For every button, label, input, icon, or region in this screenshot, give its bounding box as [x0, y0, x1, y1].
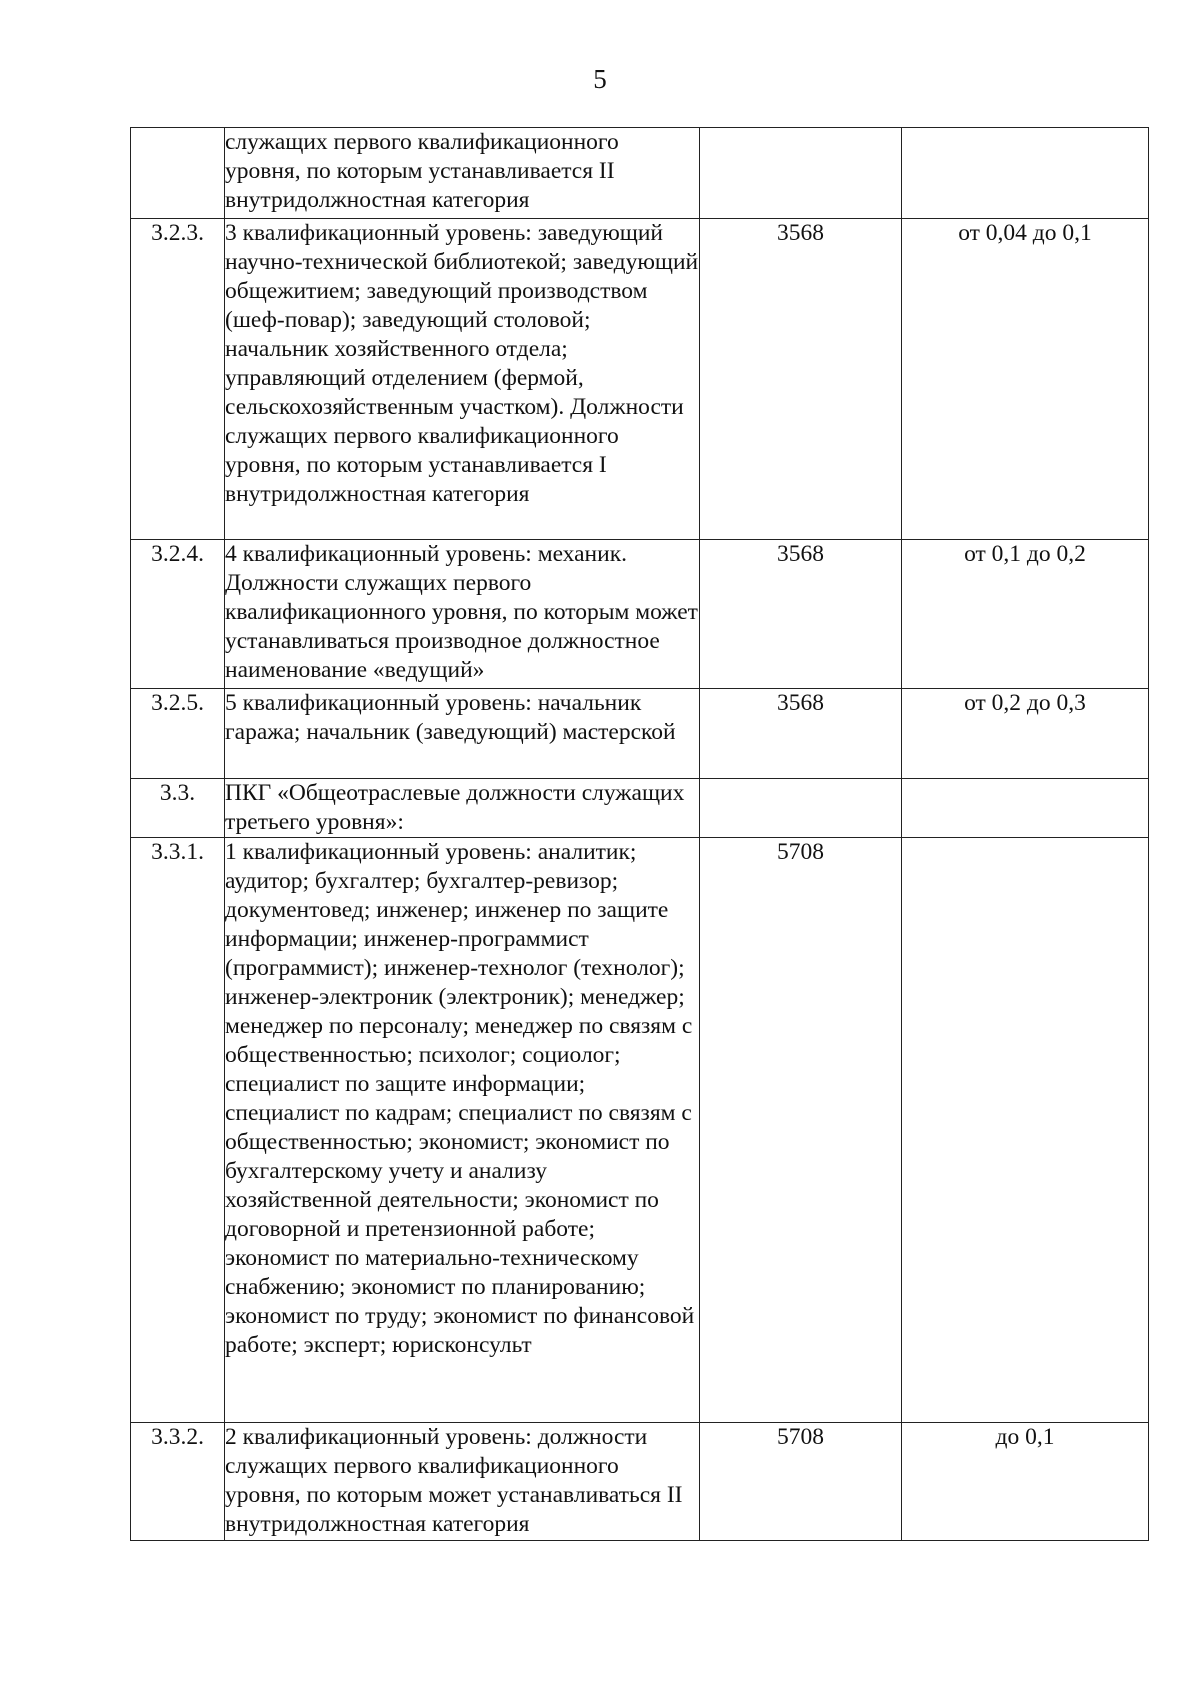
- salary-table: [130, 127, 1149, 1541]
- row-base-salary: 5708: [700, 838, 902, 1423]
- row-description: 2 квалификационный уровень: должности служащих первого квалификационного уровня, по которым может устанавливаться II внутридолжностная категория: [225, 1423, 700, 1541]
- table-row: [131, 779, 1149, 838]
- row-number: 3.3.1.: [131, 838, 225, 1423]
- row-base-salary: [700, 779, 902, 838]
- row-description: 5 квалификационный уровень: начальник гаража; начальник (заведующий) мастерской: [225, 689, 700, 779]
- row-number: 3.2.4.: [131, 540, 225, 689]
- row-base-salary: [700, 128, 902, 219]
- row-base-salary: 3568: [700, 689, 902, 779]
- row-description: ПКГ «Общеотраслевые должности служащих третьего уровня»:: [225, 779, 700, 838]
- row-coefficient: [902, 838, 1149, 1423]
- row-description: 4 квалификационный уровень: механик. Должности служащих первого квалификационного уровня, по которым может устанавливаться производное должностное наименование «ведущий»: [225, 540, 700, 689]
- row-base-salary: 3568: [700, 540, 902, 689]
- row-number: 3.3.2.: [131, 1423, 225, 1541]
- row-number: 3.2.5.: [131, 689, 225, 779]
- table-row: [131, 689, 1149, 779]
- table-row: [131, 1423, 1149, 1541]
- row-coefficient: от 0,1 до 0,2: [902, 540, 1149, 689]
- row-number: [131, 128, 225, 219]
- page-number: 5: [593, 64, 607, 94]
- row-coefficient: [902, 779, 1149, 838]
- table-row: [131, 219, 1149, 540]
- table-row: [131, 540, 1149, 689]
- row-coefficient: от 0,04 до 0,1: [902, 219, 1149, 540]
- row-coefficient: до 0,1: [902, 1423, 1149, 1541]
- row-description: 3 квалификационный уровень: заведующий научно-технической библиотекой; заведующий общежитием; заведующий производством (шеф-повар); заведующий столовой; начальник хозяйственного отдела; управляющий отделением (фермой, сельскохозяйственным участком). Должности служащих первого квалификационного уровня, по которым устанавливается I внутридолжностная категория: [225, 219, 700, 540]
- row-number: 3.2.3.: [131, 219, 225, 540]
- row-description: 1 квалификационный уровень: аналитик; аудитор; бухгалтер; бухгалтер-ревизор; документовед; инженер; инженер по защите информации; инженер-программист (программист); инженер-технолог (технолог); инженер-электроник (электроник); менеджер; менеджер по персоналу; менеджер по связям с общественностью; психолог; социолог; специалист по защите информации; специалист по кадрам; специалист по связям с общественностью; экономист; экономист по бухгалтерскому учету и анализу хозяйственной деятельности; экономист по договорной и претензионной работе; экономист по материально-техническому снабжению; экономист по планированию; экономист по труду; экономист по финансовой работе; эксперт; юрисконсульт: [225, 838, 700, 1423]
- row-number: 3.3.: [131, 779, 225, 838]
- table-row: [131, 838, 1149, 1423]
- table-row: [131, 128, 1149, 219]
- row-coefficient: [902, 128, 1149, 219]
- row-base-salary: 3568: [700, 219, 902, 540]
- row-base-salary: 5708: [700, 1423, 902, 1541]
- row-coefficient: от 0,2 до 0,3: [902, 689, 1149, 779]
- row-description: служащих первого квалификационного уровня, по которым устанавливается II внутридолжностная категория: [225, 128, 700, 219]
